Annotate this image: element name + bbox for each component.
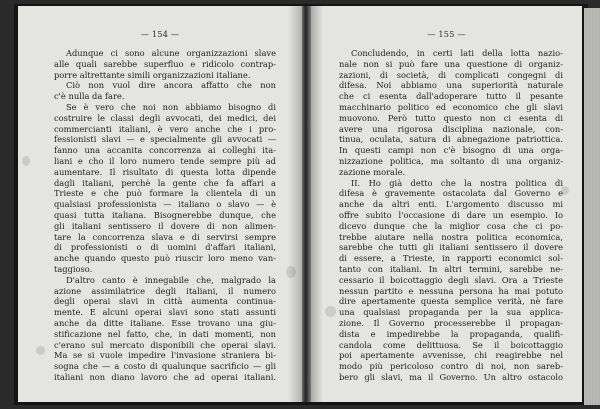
book-gutter (302, 6, 311, 402)
text-line: dicevo dunque che la miglior cosa che ci po- (339, 220, 563, 231)
text-line: sarebbe che tutti gli italiani sentissero il dovere (339, 242, 563, 253)
text-line: stificazione nel fatto, che, in dati momenti, non (54, 328, 276, 339)
text-line: fanno una accanita concorrenza ai colleghi ita- (54, 145, 276, 156)
text-line: bero gli slavi, ma il Governo. Un altro ostacolo (339, 371, 563, 382)
text-line: gli italiani sentissero il dovere di non alimen- (54, 220, 276, 231)
text-line: Ma se si vuole impedire l'invasione straniera bi- (54, 350, 276, 361)
text-line: Trieste e che può formare la clientela di un (54, 188, 276, 199)
text-line: nizzazione politica, ma soltanto di una organiz- (339, 155, 563, 166)
text-line: II. Ho già detto che la nostra politica di (351, 177, 563, 188)
text-line: anche quando questo può riuscir loro meno van- (54, 253, 276, 264)
text-line: dire apertamente questa semplice verità, nè fare (339, 296, 563, 307)
text-line: qualsiasi professionista — italiano o slavo — è (54, 199, 276, 210)
paper-stain (36, 346, 45, 355)
text-line: zione. Il Governo processerebbe il propagan- (339, 317, 563, 328)
book-spread (14, 4, 588, 405)
text-line: commercianti italiani, è vero anche che i pro- (54, 123, 276, 134)
text-line: poi apertamente avvenisse, chi reagirebbe nel (339, 350, 563, 361)
text-line: dagli italiani, perchè la gente che fa affari a (54, 177, 276, 188)
text-line: di professionisti o di uomini d'affari italiani, (54, 242, 276, 253)
paper-stain (325, 306, 336, 317)
text-line: cessario il boicottaggio degli slavi. Ora a Trieste (339, 274, 563, 285)
text-line: In questi campi non c'è bisogno di una orga- (339, 145, 563, 156)
text-line: offre subito l'occasione di dare un esempio. Io (339, 209, 563, 220)
text-line: degli operai slavi in città aumenta continua- (54, 296, 276, 307)
paper-stain (561, 186, 569, 195)
text-line: Adunque ci sono alcune organizzazioni slave (66, 48, 276, 58)
text-line: Se è vero che noi non abbiamo bisogno di (66, 101, 276, 112)
text-line: candola come delittuosa. Se il boicottaggio (339, 339, 563, 350)
text-line: nessun partito e nessuna persona ha mai potuto (339, 285, 563, 296)
text-line: tinua, oculata, satura di abnegazione patriottica. (339, 134, 563, 145)
text-line: macchinario politico ed economico che gli slavi (339, 101, 563, 112)
text-line: difesa. Noi abbiamo una superiorità naturale (339, 80, 563, 91)
text-line: di essere, a Trieste, in rapporti economici sol- (339, 253, 563, 264)
text-line: tare la concorrenza slava e di servirsi sempre (54, 231, 276, 242)
text-line: D'altro canto è innegabile che, malgrado la (66, 274, 276, 285)
text-line: liani e cho il loro numero tende sempre più ad (54, 155, 276, 166)
text-line: fessionisti slavi — e specialmente gli avvocati — (54, 134, 276, 145)
right-page (311, 6, 582, 402)
text-line: mente. E alcuni operai slavi sono stati assunti (54, 307, 276, 318)
text-line: che ci esenta dall'adoperare tutto il pesante (339, 91, 563, 102)
text-line: muovono. Però tutto questo non ci esenta di (339, 112, 563, 123)
left-page-text (54, 48, 276, 383)
text-line: sogna che — a costo di qualunque sacrificio — gli (54, 361, 276, 372)
text-line: anche da ditte italiane. Esse trovano una giu- (54, 317, 276, 328)
text-line: Concludendo, in certi lati della lotta nazio- (351, 48, 563, 58)
text-line: dista e impedirebbe la propaganda, qualifi- (339, 328, 563, 339)
text-line: anche da altri enti. L'argomento discusso mi (339, 199, 563, 210)
left-page (18, 6, 302, 402)
text-line: c'è nulla da fare. (54, 91, 125, 102)
text-line: una qualsiasi propaganda per la sua applica- (339, 307, 563, 318)
text-line: costruire le classi degli avvocati, dei medici, dei (54, 112, 276, 123)
text-line: porre altrettante simili organizzazioni italiane. (54, 69, 251, 80)
text-line: tanto con italiani. In altri termini, sarebbe ne- (339, 263, 563, 274)
text-line: alle quali sarebbe superfluo e ridicolo contrap- (54, 58, 276, 69)
text-line: italiani non diano lavoro che ad operai italiani. (54, 371, 276, 382)
left-page-number: — 154 — (140, 29, 180, 39)
text-line: zazione morale. (339, 166, 406, 177)
paper-stain (286, 266, 296, 278)
text-line: modo più pericoloso contro di noi, non sareb- (339, 361, 563, 372)
text-line: azione assimilatrice degli italiani, il numero (54, 285, 276, 296)
text-line: difesa è gravemente ostacolata dal Governo e (339, 188, 563, 199)
text-line: avere una rigorosa disciplina nazionale, con- (339, 123, 563, 134)
paper-stain (22, 156, 30, 166)
text-line: quasi tutta italiana. Bisognerebbe dunque, che (54, 209, 276, 220)
text-line: c'erano sul mercato disponibili che operai slavi. (54, 339, 276, 350)
text-line: zazioni, di società, di complicati congegni di (339, 69, 563, 80)
right-page-number: — 155 — (427, 29, 466, 39)
text-line: nale non si può fare una questione di organiz- (339, 58, 563, 69)
text-line: Ciò non vuol dire ancora affatto che non (66, 80, 276, 91)
text-line: taggioso. (54, 263, 93, 274)
text-line: aumentare. Il risultato di questa lotta dipende (54, 166, 276, 177)
right-page-text (339, 48, 563, 383)
text-line: trebbe aiutare nella nostra politica economica, (339, 231, 563, 242)
page-edges (584, 8, 600, 405)
